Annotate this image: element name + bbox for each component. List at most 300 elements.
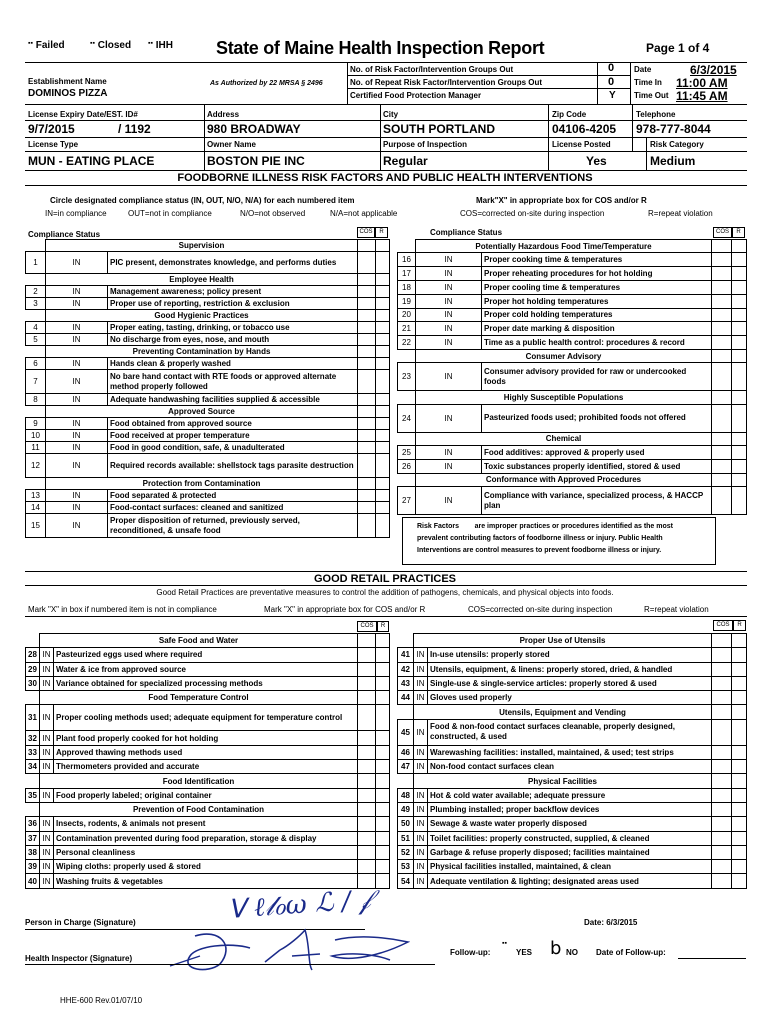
item-row-2 [26, 286, 390, 298]
item-description: Adequate ventilation & lighting; designated areas used [428, 874, 712, 888]
cos-checkbox[interactable] [712, 267, 732, 281]
risk-factors-table-right [397, 239, 747, 515]
cos-header-left: COS [357, 227, 375, 238]
cos-checkbox[interactable] [712, 308, 732, 322]
retail-cos-def: COS=corrected on-site during inspection [468, 605, 613, 614]
section-title: Consumer Advisory [416, 349, 712, 362]
item-row-21 [398, 322, 747, 336]
item-row-32 [26, 731, 390, 745]
item-number: 13 [26, 490, 46, 502]
closed-checkbox[interactable]: ▪▪ Closed [90, 40, 132, 51]
section-title: Employee Health [46, 274, 358, 286]
item-description: Utensils, equipment, & linens: properly stored, dried, & handled [428, 662, 712, 676]
retail-table-left [25, 633, 390, 889]
section-title: Potentially Hazardous Food Time/Temperature [416, 240, 712, 253]
item-description: Non-food contact surfaces clean [428, 760, 712, 774]
compliance-status[interactable]: IN [46, 334, 108, 346]
item-number: 2 [26, 286, 46, 298]
compliance-status[interactable]: IN [40, 731, 54, 745]
owner-label: Owner Name [207, 140, 256, 149]
item-row-13 [26, 490, 390, 502]
item-description: Proper cold holding temperatures [482, 308, 712, 322]
section-header-row [26, 310, 390, 322]
repeat-checkbox[interactable] [732, 363, 747, 391]
cos-checkbox[interactable] [358, 705, 376, 731]
repeat-groups-value: 0 [608, 76, 615, 88]
repeat-checkbox[interactable] [732, 459, 747, 473]
cos-checkbox[interactable] [712, 788, 732, 802]
item-number: 36 [26, 817, 40, 831]
cos-checkbox[interactable] [712, 860, 732, 874]
item-row-48 [398, 788, 747, 802]
compliance-status[interactable]: IN [40, 817, 54, 831]
form-number: HHE-600 Rev.01/07/10 [60, 996, 143, 1005]
item-row-10 [26, 430, 390, 442]
item-number: 44 [398, 691, 414, 705]
repeat-checkbox[interactable] [376, 298, 390, 310]
item-row-33 [26, 745, 390, 759]
item-number: 21 [398, 322, 416, 336]
repeat-checkbox[interactable] [376, 334, 390, 346]
cos-checkbox[interactable] [358, 334, 376, 346]
cos-checkbox[interactable] [712, 817, 732, 831]
cos-checkbox[interactable] [358, 760, 376, 774]
compliance-status[interactable]: IN [416, 308, 482, 322]
repeat-checkbox[interactable] [732, 845, 747, 859]
repeat-checkbox[interactable] [376, 454, 390, 478]
repeat-checkbox[interactable] [732, 874, 747, 888]
repeat-checkbox[interactable] [732, 294, 747, 308]
repeat-checkbox[interactable] [732, 662, 747, 676]
cos-checkbox[interactable] [712, 363, 732, 391]
cos-checkbox[interactable] [358, 252, 376, 274]
compliance-status[interactable]: IN [46, 298, 108, 310]
item-row-16 [398, 253, 747, 267]
cos-checkbox[interactable] [358, 322, 376, 334]
compliance-status[interactable]: IN [46, 454, 108, 478]
repeat-checkbox[interactable] [732, 446, 747, 460]
item-description: Thermometers provided and accurate [54, 760, 358, 774]
ihh-checkbox[interactable]: ▪▪ IHH [148, 40, 173, 51]
item-description: Compliance with variance, specialized process, & HACCP plan [482, 487, 712, 515]
repeat-checkbox[interactable] [732, 691, 747, 705]
cos-checkbox[interactable] [712, 745, 732, 759]
repeat-checkbox[interactable] [376, 845, 390, 859]
compliance-status[interactable]: IN [40, 648, 54, 662]
item-row-26 [398, 459, 747, 473]
compliance-status[interactable]: IN [416, 446, 482, 460]
item-number: 22 [398, 336, 416, 350]
legend-na: N/A=not applicable [330, 209, 398, 218]
repeat-checkbox[interactable] [376, 817, 390, 831]
compliance-status[interactable]: IN [414, 676, 428, 690]
compliance-status[interactable]: IN [414, 760, 428, 774]
item-number: 26 [398, 459, 416, 473]
cos-checkbox[interactable] [358, 817, 376, 831]
cos-checkbox[interactable] [712, 802, 732, 816]
item-description: Food received at proper temperature [108, 430, 358, 442]
repeat-checkbox[interactable] [376, 874, 390, 888]
item-number: 50 [398, 817, 414, 831]
cos-checkbox[interactable] [358, 370, 376, 394]
section-header-row [398, 432, 747, 445]
compliance-status[interactable]: IN [46, 430, 108, 442]
item-number: 51 [398, 831, 414, 845]
item-row-27 [398, 487, 747, 515]
item-number: 54 [398, 874, 414, 888]
compliance-status-right: Compliance Status [430, 228, 503, 237]
item-number: 11 [26, 442, 46, 454]
compliance-status[interactable]: IN [414, 788, 428, 802]
item-row-25 [398, 446, 747, 460]
followup-no: NO [566, 948, 578, 957]
repeat-checkbox[interactable] [376, 442, 390, 454]
cos-checkbox[interactable] [712, 253, 732, 267]
compliance-status[interactable]: IN [46, 442, 108, 454]
compliance-status[interactable]: IN [416, 487, 482, 515]
item-description: Plant food properly cooked for hot holding [54, 731, 358, 745]
item-description: Proper cooling methods used; adequate equipment for temperature control [54, 705, 358, 731]
cos-checkbox[interactable] [358, 454, 376, 478]
item-row-47 [398, 760, 747, 774]
repeat-checkbox[interactable] [732, 308, 747, 322]
compliance-status[interactable]: IN [414, 745, 428, 759]
item-row-19 [398, 294, 747, 308]
compliance-status[interactable]: IN [414, 860, 428, 874]
item-row-37 [26, 831, 390, 845]
item-number: 49 [398, 802, 414, 816]
compliance-status[interactable]: IN [414, 691, 428, 705]
compliance-status[interactable]: IN [46, 370, 108, 394]
cos-checkbox[interactable] [712, 831, 732, 845]
repeat-checkbox[interactable] [376, 502, 390, 514]
repeat-checkbox[interactable] [732, 404, 747, 432]
cos-checkbox[interactable] [712, 336, 732, 350]
item-number: 25 [398, 446, 416, 460]
cos-checkbox[interactable] [358, 490, 376, 502]
item-row-11 [26, 442, 390, 454]
cos-checkbox[interactable] [358, 662, 376, 676]
compliance-status[interactable]: IN [40, 874, 54, 888]
repeat-checkbox[interactable] [376, 705, 390, 731]
compliance-status[interactable]: IN [46, 502, 108, 514]
compliance-status[interactable]: IN [414, 719, 428, 745]
item-row-53 [398, 860, 747, 874]
compliance-status[interactable]: IN [40, 845, 54, 859]
retail-markx-no: Mark "X" in box if numbered item is not in compliance [28, 605, 217, 614]
cos-checkbox[interactable] [358, 394, 376, 406]
cos-checkbox[interactable] [358, 676, 376, 690]
foodborne-title: FOODBORNE ILLNESS RISK FACTORS AND PUBLIC HEALTH INTERVENTIONS [177, 172, 593, 184]
repeat-checkbox[interactable] [376, 490, 390, 502]
repeat-checkbox[interactable] [732, 745, 747, 759]
item-row-42 [398, 662, 747, 676]
compliance-status[interactable]: IN [46, 418, 108, 430]
cos-checkbox[interactable] [358, 418, 376, 430]
compliance-status[interactable]: IN [414, 648, 428, 662]
item-row-4 [26, 322, 390, 334]
compliance-status-left: Compliance Status [28, 230, 101, 239]
cos-checkbox[interactable] [712, 760, 732, 774]
compliance-status[interactable]: IN [416, 363, 482, 391]
item-description: Hot & cold water available; adequate pressure [428, 788, 712, 802]
repeat-checkbox[interactable] [376, 860, 390, 874]
item-number: 34 [26, 760, 40, 774]
compliance-status[interactable]: IN [46, 252, 108, 274]
item-description: Water & ice from approved source [54, 662, 358, 676]
compliance-status[interactable]: IN [40, 860, 54, 874]
repeat-checkbox[interactable] [376, 358, 390, 370]
repeat-checkbox[interactable] [376, 760, 390, 774]
owner-value: BOSTON PIE INC [207, 154, 305, 168]
item-row-3 [26, 298, 390, 310]
item-description: No discharge from eyes, nose, and mouth [108, 334, 358, 346]
repeat-checkbox[interactable] [376, 745, 390, 759]
cos-checkbox[interactable] [358, 298, 376, 310]
repeat-checkbox[interactable] [732, 788, 747, 802]
compliance-status[interactable]: IN [414, 662, 428, 676]
compliance-status[interactable]: IN [40, 745, 54, 759]
item-description: Management awareness; policy present [108, 286, 358, 298]
compliance-status[interactable]: IN [40, 676, 54, 690]
signature-date: Date: 6/3/2015 [584, 918, 638, 927]
repeat-checkbox[interactable] [732, 253, 747, 267]
section-title: Conformance with Approved Procedures [416, 473, 712, 486]
section-title: Proper Use of Utensils [414, 634, 712, 648]
section-title: Protection from Contamination [46, 478, 358, 490]
followup-no-checkbox[interactable]: b [550, 938, 562, 959]
cos-checkbox[interactable] [358, 845, 376, 859]
section-title: Supervision [46, 240, 358, 252]
repeat-checkbox[interactable] [732, 802, 747, 816]
retail-table-right [397, 633, 747, 889]
compliance-status[interactable]: IN [40, 662, 54, 676]
cos-checkbox[interactable] [712, 294, 732, 308]
time-out-label: Time Out [634, 91, 669, 100]
cos-checkbox[interactable] [712, 404, 732, 432]
item-description: Consumer advisory provided for raw or undercooked foods [482, 363, 712, 391]
repeat-checkbox[interactable] [732, 280, 747, 294]
section-title: Physical Facilities [414, 774, 712, 788]
item-description: Hands clean & properly washed [108, 358, 358, 370]
item-description: In-use utensils: properly stored [428, 648, 712, 662]
item-description: Food obtained from approved source [108, 418, 358, 430]
cos-checkbox[interactable] [712, 874, 732, 888]
repeat-checkbox[interactable] [732, 487, 747, 515]
cos-checkbox[interactable] [712, 845, 732, 859]
repeat-checkbox[interactable] [376, 286, 390, 298]
pic-signature-label: Person in Charge (Signature) [25, 918, 136, 927]
compliance-status[interactable]: IN [414, 831, 428, 845]
item-description: Food & non-food contact surfaces cleanable, properly designed, constructed, & used [428, 719, 712, 745]
retail-r-def: R=repeat violation [644, 605, 709, 614]
repeat-checkbox[interactable] [376, 831, 390, 845]
compliance-status[interactable]: IN [416, 459, 482, 473]
legend-r: R=repeat violation [648, 209, 713, 218]
compliance-status[interactable]: IN [40, 705, 54, 731]
cos-checkbox[interactable] [358, 502, 376, 514]
compliance-status[interactable]: IN [414, 802, 428, 816]
cos-checkbox[interactable] [358, 745, 376, 759]
compliance-status[interactable]: IN [46, 514, 108, 538]
compliance-status[interactable]: IN [416, 253, 482, 267]
repeat-checkbox[interactable] [732, 719, 747, 745]
cos-checkbox[interactable] [358, 831, 376, 845]
item-description: Toilet facilities: properly constructed, supplied, & cleaned [428, 831, 712, 845]
item-number: 23 [398, 363, 416, 391]
repeat-checkbox[interactable] [732, 336, 747, 350]
cos-checkbox[interactable] [712, 691, 732, 705]
item-number: 43 [398, 676, 414, 690]
retail-title: GOOD RETAIL PRACTICES [314, 573, 456, 585]
compliance-status[interactable]: IN [416, 280, 482, 294]
compliance-status[interactable]: IN [414, 817, 428, 831]
item-description: Warewashing facilities: installed, maintained, & used; test strips [428, 745, 712, 759]
compliance-status[interactable]: IN [416, 294, 482, 308]
item-number: 39 [26, 860, 40, 874]
compliance-status[interactable]: IN [414, 845, 428, 859]
legend-out: OUT=not in compliance [128, 209, 212, 218]
zip-label: Zip Code [552, 110, 587, 119]
compliance-status[interactable]: IN [40, 760, 54, 774]
item-description: Approved thawing methods used [54, 745, 358, 759]
phone-value: 978-777-8044 [636, 122, 711, 136]
repeat-checkbox[interactable] [732, 817, 747, 831]
item-number: 6 [26, 358, 46, 370]
repeat-checkbox[interactable] [376, 514, 390, 538]
cos-checkbox[interactable] [358, 514, 376, 538]
inspector-signature-label: Health Inspector (Signature) [25, 954, 133, 963]
item-row-17 [398, 267, 747, 281]
item-row-51 [398, 831, 747, 845]
item-number: 31 [26, 705, 40, 731]
item-row-38 [26, 845, 390, 859]
repeat-checkbox[interactable] [376, 788, 390, 802]
cos-checkbox[interactable] [712, 662, 732, 676]
item-description: Sewage & waste water properly disposed [428, 817, 712, 831]
compliance-status[interactable]: IN [46, 490, 108, 502]
item-row-43 [398, 676, 747, 690]
compliance-status[interactable]: IN [46, 394, 108, 406]
item-number: 9 [26, 418, 46, 430]
item-row-22 [398, 336, 747, 350]
repeat-checkbox[interactable] [376, 731, 390, 745]
item-description: Contamination prevented during food preparation, storage & display [54, 831, 358, 845]
zip-value: 04106-4205 [552, 122, 617, 136]
repeat-checkbox[interactable] [732, 676, 747, 690]
cos-checkbox[interactable] [712, 280, 732, 294]
section-header-row [398, 391, 747, 404]
item-description: Pasteurized eggs used where required [54, 648, 358, 662]
compliance-status[interactable]: IN [414, 874, 428, 888]
item-description: Food properly labeled; original container [54, 788, 358, 802]
cos-checkbox[interactable] [358, 648, 376, 662]
repeat-checkbox[interactable] [732, 831, 747, 845]
cos-checkbox[interactable] [712, 719, 732, 745]
item-row-20 [398, 308, 747, 322]
repeat-checkbox[interactable] [732, 860, 747, 874]
item-number: 16 [398, 253, 416, 267]
repeat-checkbox[interactable] [732, 267, 747, 281]
repeat-checkbox[interactable] [732, 322, 747, 336]
cos-checkbox[interactable] [712, 676, 732, 690]
cos-checkbox[interactable] [712, 322, 732, 336]
compliance-status[interactable]: IN [46, 286, 108, 298]
compliance-status[interactable]: IN [416, 322, 482, 336]
cos-checkbox[interactable] [358, 286, 376, 298]
risk-factors-table-left [25, 239, 390, 538]
compliance-status[interactable]: IN [416, 267, 482, 281]
item-number: 18 [398, 280, 416, 294]
repeat-checkbox[interactable] [376, 322, 390, 334]
cos-checkbox[interactable] [358, 731, 376, 745]
cos-checkbox[interactable] [712, 446, 732, 460]
address-value: 980 BROADWAY [207, 122, 301, 136]
compliance-status[interactable]: IN [40, 831, 54, 845]
compliance-status[interactable]: IN [46, 358, 108, 370]
compliance-status[interactable]: IN [46, 322, 108, 334]
item-description: Proper reheating procedures for hot holding [482, 267, 712, 281]
time-in-value: 11:00 AM [676, 76, 728, 90]
repeat-checkbox[interactable] [376, 370, 390, 394]
item-description: Proper hot holding temperatures [482, 294, 712, 308]
item-number: 38 [26, 845, 40, 859]
failed-checkbox[interactable]: ▪▪ Failed [28, 40, 65, 51]
item-row-39 [26, 860, 390, 874]
section-header-row [26, 634, 390, 648]
cos-checkbox[interactable] [358, 788, 376, 802]
cos-checkbox[interactable] [712, 459, 732, 473]
cos-checkbox[interactable] [358, 430, 376, 442]
date-value: 6/3/2015 [690, 63, 737, 77]
authorized-text: As Authorized by 22 MRSA § 2496 [210, 80, 323, 87]
cos-checkbox[interactable] [358, 358, 376, 370]
item-number: 27 [398, 487, 416, 515]
item-description: Proper disposition of returned, previously served, reconditioned, & unsafe food [108, 514, 358, 538]
section-title: Food Temperature Control [40, 691, 358, 705]
compliance-status[interactable]: IN [40, 788, 54, 802]
repeat-checkbox[interactable] [732, 760, 747, 774]
followup-yes-checkbox[interactable]: ▪▪ [502, 940, 507, 947]
cos-checkbox[interactable] [712, 487, 732, 515]
repeat-checkbox[interactable] [376, 676, 390, 690]
item-row-1 [26, 252, 390, 274]
item-row-44 [398, 691, 747, 705]
item-description: Time as a public health control: procedures & record [482, 336, 712, 350]
item-description: Proper cooling time & temperatures [482, 280, 712, 294]
repeat-checkbox[interactable] [376, 648, 390, 662]
repeat-checkbox[interactable] [376, 662, 390, 676]
item-description: Gloves used properly [428, 691, 712, 705]
repeat-checkbox[interactable] [376, 394, 390, 406]
section-title: Food Identification [40, 774, 358, 788]
r-header-right: R [732, 227, 745, 238]
repeat-checkbox[interactable] [376, 430, 390, 442]
cos-checkbox[interactable] [712, 648, 732, 662]
cos-checkbox[interactable] [358, 442, 376, 454]
repeat-checkbox[interactable] [376, 418, 390, 430]
item-description: Pasteurized foods used; prohibited foods not offered [482, 404, 712, 432]
item-description: Washing fruits & vegetables [54, 874, 358, 888]
compliance-status[interactable]: IN [416, 336, 482, 350]
cos-checkbox[interactable] [358, 860, 376, 874]
item-description: Proper date marking & disposition [482, 322, 712, 336]
section-header-row [26, 240, 390, 252]
compliance-status[interactable]: IN [416, 404, 482, 432]
repeat-checkbox[interactable] [732, 648, 747, 662]
repeat-checkbox[interactable] [376, 252, 390, 274]
item-description: Personal cleanliness [54, 845, 358, 859]
